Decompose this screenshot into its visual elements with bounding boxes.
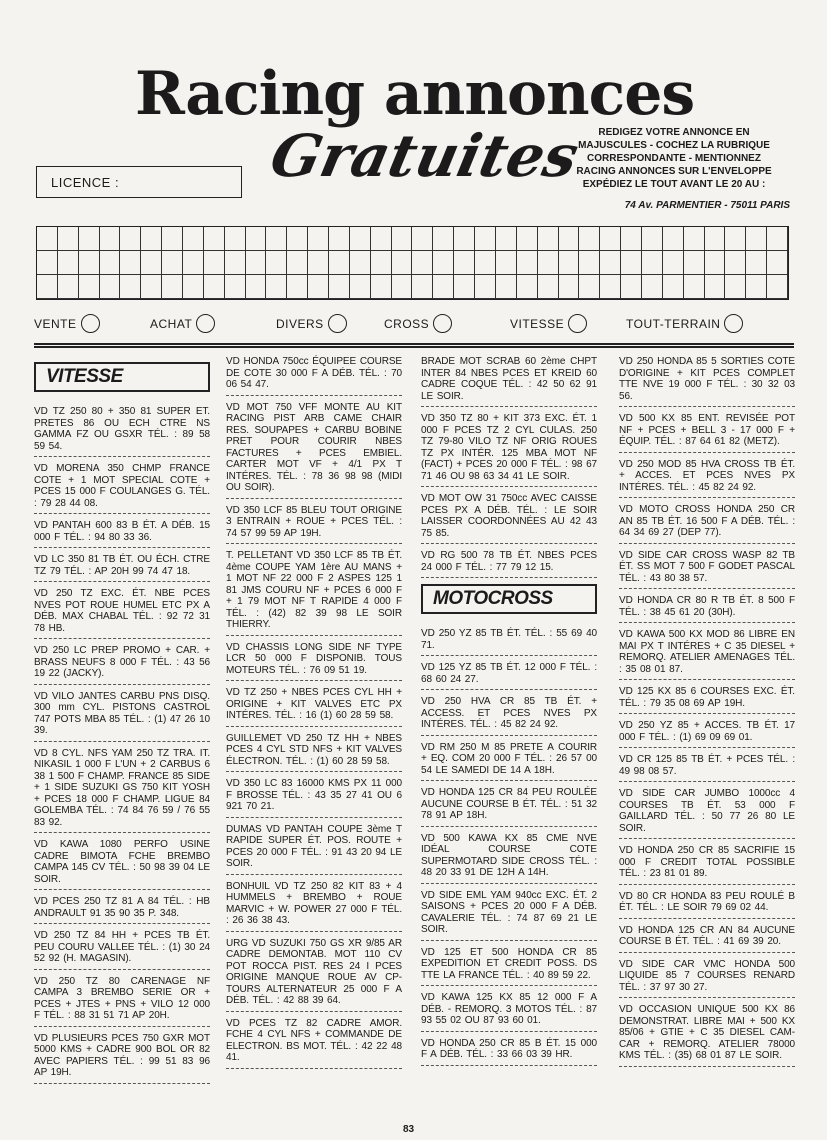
grid-cell[interactable] — [37, 227, 58, 251]
grid-cell[interactable] — [204, 275, 225, 299]
checkbox-circle[interactable] — [196, 314, 215, 333]
grid-cell[interactable] — [538, 251, 559, 275]
grid-cell[interactable] — [412, 227, 433, 251]
grid-cell[interactable] — [663, 275, 684, 299]
grid-cell[interactable] — [559, 227, 580, 251]
grid-cell[interactable] — [454, 251, 475, 275]
grid-cell[interactable] — [287, 251, 308, 275]
grid-cell[interactable] — [266, 275, 287, 299]
grid-cell[interactable] — [433, 275, 454, 299]
grid-cell[interactable] — [350, 227, 371, 251]
grid-cell[interactable] — [454, 227, 475, 251]
grid-cell[interactable] — [79, 227, 100, 251]
classified-ad: BONHUIL VD TZ 250 82 KIT 83 + 4 HUMMELS + BREMBO + ROUE MARVIC + W. POWER 27 000 F TÉL. : 26 36 38 43. — [226, 875, 402, 932]
grid-cell[interactable] — [266, 227, 287, 251]
grid-cell[interactable] — [559, 275, 580, 299]
checkbox-circle[interactable] — [81, 314, 100, 333]
grid-cell[interactable] — [621, 275, 642, 299]
grid-cell[interactable] — [538, 227, 559, 251]
grid-cell[interactable] — [725, 227, 746, 251]
classified-ad: VD KAWA 500 KX MOD 86 LIBRE EN MAI PX T INTÉRES + C 35 DIESEL + REMORQ. ATELIER AMENAGES TÉL. : 35 08 01 87. — [619, 623, 795, 680]
grid-cell[interactable] — [412, 251, 433, 275]
grid-cell[interactable] — [579, 251, 600, 275]
classified-ad: VD CHASSIS LONG SIDE NF TYPE LCR 50 000 F DISPONIB. TOUS MOTEURS TÉL. : 76 09 51 19. — [226, 636, 402, 682]
classified-ad: VD CR 125 85 TB ÉT. + PCES TÉL. : 49 98 08 57. — [619, 748, 795, 782]
category-label: ACHAT — [150, 316, 193, 331]
classified-ad: VD SIDE CAR JUMBO 1000cc 4 COURSES TB ÉT. 53 000 F GAILLARD TÉL. : 50 77 26 80 LE SOIR. — [619, 782, 795, 839]
grid-cell[interactable] — [58, 275, 79, 299]
grid-cell[interactable] — [225, 227, 246, 251]
category-checkboxes — [34, 314, 794, 336]
grid-cell[interactable] — [538, 275, 559, 299]
grid-cell[interactable] — [496, 251, 517, 275]
checkbox-circle[interactable] — [433, 314, 452, 333]
instruction-line: REDIGEZ VOTRE ANNONCE EN — [598, 127, 750, 138]
grid-cell[interactable] — [141, 251, 162, 275]
classified-ad: VD LC 350 81 TB ÉT. OU ÉCH. CTRE TZ 79 TÉL. : AP 20H 99 74 47 18. — [34, 548, 210, 582]
grid-cell[interactable] — [496, 227, 517, 251]
grid-cell[interactable] — [454, 275, 475, 299]
grid-cell[interactable] — [600, 251, 621, 275]
divider — [34, 343, 794, 345]
classified-ad: VD 350 LC 83 16000 KMS PX 11 000 F BROSSE TÉL. : 43 35 27 41 OU 6 921 70 21. — [226, 772, 402, 818]
classified-ad: DUMAS VD PANTAH COUPE 3ème T RAPIDE SUPER ÉT. POS. ROUTE + PCES 20 000 F TÉL. : 91 43 20 94 LE SOIR. — [226, 818, 402, 875]
grid-cell[interactable] — [329, 251, 350, 275]
grid-cell[interactable] — [475, 275, 496, 299]
grid-cell[interactable] — [642, 227, 663, 251]
grid-cell[interactable] — [767, 251, 788, 275]
grid-cell[interactable] — [79, 251, 100, 275]
page-subtitle: Gratuites — [264, 122, 585, 190]
grid-cell[interactable] — [308, 275, 329, 299]
classified-ad: VD VILO JANTES CARBU PNS DISQ. 300 mm CYL. PISTONS CASTROL 747 POTS MBA 85 TÉL. : (1) 47 26 10 39. — [34, 685, 210, 742]
category-divers[interactable] — [276, 314, 347, 333]
grid-cell[interactable] — [746, 251, 767, 275]
instruction-line: CORRESPONDANTE - MENTIONNEZ — [587, 153, 761, 164]
grid-cell[interactable] — [225, 275, 246, 299]
classified-ad: VD HONDA 250 CR 85 SACRIFIE 15 000 F CREDIT TOTAL POSSIBLE TÉL. : 23 81 01 89. — [619, 839, 795, 885]
grid-cell[interactable] — [350, 251, 371, 275]
classified-ad: VD 250 MOD 85 HVA CROSS TB ÉT. + ACCES. ET PCES NVES PX INTÉRES. TÉL. : 45 82 24 92. — [619, 453, 795, 499]
grid-cell[interactable] — [120, 227, 141, 251]
grid-cell[interactable] — [621, 227, 642, 251]
grid-cell[interactable] — [433, 227, 454, 251]
classified-ad: VD 500 KX 85 ENT. REVISÉE POT NF + PCES + BELL 3 - 17 000 F + ÉQUIP. TÉL. : 87 64 61 82 (METZ). — [619, 407, 795, 453]
grid-cell[interactable] — [58, 227, 79, 251]
grid-cell[interactable] — [162, 275, 183, 299]
ad-writing-grid[interactable] — [36, 226, 789, 300]
classified-ad: VD MORENA 350 CHMP FRANCE COTE + 1 MOT SPECIAL COTE + PCES 15 000 F COULANGES G. TÉL. : 79 28 44 08. — [34, 457, 210, 514]
grid-cell[interactable] — [579, 227, 600, 251]
grid-cell[interactable] — [642, 275, 663, 299]
grid-cell[interactable] — [705, 275, 726, 299]
classified-ad: VD 250 LC PREP PROMO + CAR. + BRASS NEUFS 8 000 F TÉL. : 43 56 19 22 (JACKY). — [34, 639, 210, 685]
grid-cell[interactable] — [308, 227, 329, 251]
checkbox-circle[interactable] — [724, 314, 743, 333]
ads-column — [619, 356, 795, 1067]
grid-cell[interactable] — [517, 227, 538, 251]
classified-ad: VD KAWA 1080 PERFO USINE CADRE BIMOTA FCHE BREMBO CAMPA 145 CV TÉL. : 50 98 39 04 LE SOIR. — [34, 833, 210, 890]
classified-ad: VD TZ 250 + NBES PCES CYL HH + ORIGINE + KIT VALVES ETC PX INTÉRES. TÉL. : 16 (1) 60 28 59 58. — [226, 681, 402, 727]
classified-ad: T. PELLETANT VD 350 LCF 85 TB ÉT. 4ème COUPE YAM 1ère AU MANS + 1 MOT NF 22 000 F 2 ASPES 125 1 81 JMS COURU NF + PCES 6 000 F + 1 79 MOT NF T RAPIDE 4 000 F TÉL. : (42) 82 39 98 LE SOIR THIERRY. — [226, 544, 402, 636]
grid-cell[interactable] — [162, 251, 183, 275]
classified-ad: VD PLUSIEURS PCES 750 GXR MOT 5000 KMS + CADRE 900 BOL OR 82 AVEC PAPIERS TÉL. : 99 51 83 96 AP 19H. — [34, 1027, 210, 1084]
grid-cell[interactable] — [225, 251, 246, 275]
grid-cell[interactable] — [663, 227, 684, 251]
classified-ad: VD MOT OW 31 750cc AVEC CAISSE PCES PX A DÉB. TÉL. : LE SOIR LAISSER COORDONNÉES AU 42 43 75 85. — [421, 487, 597, 544]
category-tout-terrain[interactable] — [626, 314, 743, 333]
page-number: 83 — [403, 1124, 415, 1135]
classified-ad: VD PCES TZ 82 CADRE AMOR. FCHE 4 CYL NFS + COMMANDE DE ELECTRON. BS MOT. TÉL. : 42 22 48 41. — [226, 1012, 402, 1069]
classified-ad: VD 250 HONDA 85 5 SORTIES COTE D'ORIGINE + KIT PCES COMPLET TTE NVE 19 000 F TÉL. : 30 32 03 56. — [619, 356, 795, 407]
grid-cell[interactable] — [559, 251, 580, 275]
classified-ad: VD 250 TZ 84 HH + PCES TB ÉT. PEU COURU VALLEE TÉL. : (1) 30 24 52 92 (H. MAGASIN). — [34, 924, 210, 970]
grid-cell[interactable] — [705, 227, 726, 251]
classified-ad: VD 350 LCF 85 BLEU TOUT ORIGINE 3 ENTRAIN + ROUE + PCES TÉL. : 74 57 99 59 AP 19H. — [226, 499, 402, 545]
grid-cell[interactable] — [100, 227, 121, 251]
classified-ad: VD HONDA 750cc ÉQUIPEE COURSE DE COTE 30 000 F A DÉB. TÉL. : 70 06 54 47. — [226, 356, 402, 396]
grid-cell[interactable] — [308, 251, 329, 275]
classified-ad: VD HONDA 125 CR 84 PEU ROULÉE AUCUNE COURSE B ÉT. TÉL. : 51 32 78 91 AP 18H. — [421, 781, 597, 827]
classified-ad: VD 8 CYL. NFS YAM 250 TZ TRA. IT. NIKASIL 1 000 F L'UN + 2 CARBUS 6 38 1 500 F CHAMP. FRANCE 85 SIDE + 1 SIDE SUZUKI GS 750 KIT YOSH + PCES 18 000 F CHAMP. LIGUE 84 GOLEMBA TÉL. : 74 84 76 59 / 76 55 83 92. — [34, 742, 210, 834]
grid-cell[interactable] — [37, 251, 58, 275]
grid-cell[interactable] — [663, 251, 684, 275]
grid-cell[interactable] — [725, 251, 746, 275]
grid-cell[interactable] — [475, 227, 496, 251]
classified-ad: VD 250 TZ 80 CARENAGE NF CAMPA 3 BREMBO SERIE OR + PCES + JTES + PNS + VILO 12 000 F TÉL. : 88 31 51 71 AP 20H. — [34, 970, 210, 1027]
checkbox-circle[interactable] — [568, 314, 587, 333]
grid-cell[interactable] — [412, 275, 433, 299]
category-cross[interactable] — [384, 314, 452, 333]
classified-ad: VD PCES 250 TZ 81 A 84 TÉL. : HB ANDRAULT 91 35 90 35 P. 348. — [34, 890, 210, 924]
classified-ad: VD MOT 750 VFF MONTE AU KIT RACING PIST ARB CAME CHAIR RES. SOUPAPES + CARBU BOBINE PRET POUR COURIR NBES FACTURES + PCES EMBIEL. CARTER MOT VF + 4/1 PX T INTÉRES. TÉL. : 78 36 98 98 (MIDI OU SOIR). — [226, 396, 402, 499]
grid-cell[interactable] — [600, 275, 621, 299]
classified-ad: URG VD SUZUKI 750 GS XR 9/85 AR CADRE DEMONTAB. MOT 110 CV POT ROCCA PIST. RES 24 I PCES ORIGINE MANQUE ROUE AV CP-TOURS ALTERNATEUR 25 000 F A DÉB. TÉL. : 42 88 39 64. — [226, 932, 402, 1012]
classified-ad: VD 80 CR HONDA 83 PEU ROULÉ B ÉT. TÉL. : LE SOIR 79 69 02 44. — [619, 885, 795, 919]
grid-cell[interactable] — [100, 251, 121, 275]
grid-cell[interactable] — [204, 251, 225, 275]
category-achat[interactable] — [150, 314, 215, 333]
grid-cell[interactable] — [517, 251, 538, 275]
classified-ad: VD 350 TZ 80 + KIT 373 EXC. ÉT. 1 000 F PCES TZ 2 CYL CULAS. 250 TZ 79-80 VILO TZ NF ORIG ROUES TZ PX INTÉR. 125 MBA MOT NF (FACT) + PCES 20 000 F TÉL. : 98 67 71 46 OU 98 63 34 41 LE SOIR. — [421, 407, 597, 487]
grid-cell[interactable] — [746, 275, 767, 299]
classified-ad: VD 250 TZ EXC. ÉT. NBE PCES NVES POT ROUE HUMEL ETC PX A DÉB. MAX CHABAL TÉL. : 92 72 31 78 HB. — [34, 582, 210, 639]
grid-cell[interactable] — [141, 275, 162, 299]
grid-cell[interactable] — [329, 227, 350, 251]
classified-ad: BRADE MOT SCRAB 60 2ème CHPT INTER 84 NBES PCES ET KREID 60 CADRE COQUE TÉL. : 42 50 62 91 LE SOIR. — [421, 356, 597, 407]
classified-ad: VD HONDA 125 CR AN 84 AUCUNE COURSE B ÉT. TÉL. : 41 69 39 20. — [619, 919, 795, 953]
grid-cell[interactable] — [392, 227, 413, 251]
section-header: MOTOCROSS — [421, 584, 597, 614]
grid-cell[interactable] — [371, 275, 392, 299]
grid-cell[interactable] — [767, 227, 788, 251]
grid-cell[interactable] — [329, 275, 350, 299]
classified-ad: VD 250 HVA CR 85 TB ÉT. + ACCESS. ET PCES NVES PX INTÉRES. TÉL. : 45 82 24 92. — [421, 690, 597, 736]
grid-cell[interactable] — [183, 275, 204, 299]
instruction-line: MAJUSCULES - COCHEZ LA RUBRIQUE — [578, 140, 770, 151]
grid-cell[interactable] — [600, 227, 621, 251]
grid-cell[interactable] — [100, 275, 121, 299]
grid-cell[interactable] — [204, 227, 225, 251]
grid-cell[interactable] — [183, 227, 204, 251]
category-label: VITESSE — [510, 316, 565, 331]
page-title: Racing annonces — [135, 59, 695, 129]
instructions — [564, 126, 784, 191]
classified-ad: VD HONDA 250 CR 85 B ÉT. 15 000 F A DÉB. TÉL. : 33 66 03 39 HR. — [421, 1032, 597, 1066]
grid-cell[interactable] — [287, 275, 308, 299]
classified-ad: VD MOTO CROSS HONDA 250 CR AN 85 TB ÉT. 16 500 F A DÉB. TÉL. : 64 34 69 27 (DEP 77). — [619, 498, 795, 544]
classified-ad: VD HONDA CR 80 R TB ÉT. 8 500 F TÉL. : 38 45 61 20 (30H). — [619, 589, 795, 623]
grid-cell[interactable] — [162, 227, 183, 251]
grid-cell[interactable] — [183, 251, 204, 275]
grid-cell[interactable] — [371, 227, 392, 251]
category-label: DIVERS — [276, 316, 324, 331]
grid-cell[interactable] — [287, 227, 308, 251]
grid-cell[interactable] — [392, 251, 413, 275]
category-vitesse[interactable] — [510, 314, 587, 333]
grid-cell[interactable] — [579, 275, 600, 299]
ads-column — [421, 356, 597, 1066]
classified-ad: VD 250 YZ 85 TB ÉT. TÉL. : 55 69 40 71. — [421, 622, 597, 656]
grid-cell[interactable] — [642, 251, 663, 275]
category-vente[interactable] — [34, 314, 100, 333]
classified-ad: VD 500 KAWA KX 85 CME NVE IDÉAL COURSE COTE SUPERMOTARD SIDE CROSS TÉL. : 48 20 33 91 DE 12H A 14H. — [421, 827, 597, 884]
grid-cell[interactable] — [746, 227, 767, 251]
category-label: VENTE — [34, 316, 77, 331]
grid-cell[interactable] — [246, 227, 267, 251]
classified-ad: GUILLEMET VD 250 TZ HH + NBES PCES 4 CYL STD NFS + KIT VALVES ÉLECTRON. TÉL. : (1) 60 28 59 58. — [226, 727, 402, 773]
section-header: VITESSE — [34, 362, 210, 392]
ads-column — [34, 356, 210, 1084]
classified-ad: VD PANTAH 600 83 B ÉT. A DÉB. 15 000 F TÉL. : 94 80 33 36. — [34, 514, 210, 548]
grid-cell[interactable] — [725, 275, 746, 299]
address: 74 Av. PARMENTIER - 75011 PARIS — [624, 200, 790, 211]
grid-cell[interactable] — [392, 275, 413, 299]
grid-cell[interactable] — [141, 227, 162, 251]
grid-cell[interactable] — [496, 275, 517, 299]
grid-cell[interactable] — [475, 251, 496, 275]
grid-cell[interactable] — [246, 251, 267, 275]
classified-ad: VD SIDE CAR VMC HONDA 500 LIQUIDE 85 7 COURSES RENARD TÉL. : 37 97 30 27. — [619, 953, 795, 999]
instruction-line: RACING ANNONCES SUR L'ENVELOPPE — [576, 166, 772, 177]
licence-field[interactable]: LICENCE : — [36, 166, 242, 198]
grid-cell[interactable] — [120, 275, 141, 299]
grid-cell[interactable] — [684, 275, 705, 299]
checkbox-circle[interactable] — [328, 314, 347, 333]
category-label: CROSS — [384, 316, 430, 331]
classified-ad: VD 125 KX 85 6 COURSES EXC. ÉT. TÉL. : 79 35 08 69 AP 19H. — [619, 680, 795, 714]
classified-ad: VD KAWA 125 KX 85 12 000 F A DÉB. - REMORQ. 3 MOTOS TÉL. : 87 93 55 02 OU 87 93 60 01. — [421, 986, 597, 1032]
grid-cell[interactable] — [517, 275, 538, 299]
grid-cell[interactable] — [58, 251, 79, 275]
grid-cell[interactable] — [37, 275, 58, 299]
grid-cell[interactable] — [767, 275, 788, 299]
category-label: TOUT-TERRAIN — [626, 316, 721, 331]
classified-ad: VD RG 500 78 TB ÉT. NBES PCES 24 000 F TÉL. : 77 79 12 15. — [421, 544, 597, 578]
classified-ad: VD 125 ET 500 HONDA CR 85 EXPEDITION ET CREDIT POSS. DS TTE LA FRANCE TÉL. : 40 89 59 22. — [421, 941, 597, 987]
classified-ad: VD TZ 250 80 + 350 81 SUPER ET. PRETES 86 OU ECH CTRE NS GAMMA FZ OU GSXR TÉL. : 89 58 59 54. — [34, 400, 210, 457]
grid-cell[interactable] — [246, 275, 267, 299]
grid-cell[interactable] — [266, 251, 287, 275]
classified-ad: VD 125 YZ 85 TB ÉT. 12 000 F TÉL. : 68 60 24 27. — [421, 656, 597, 690]
classified-ad: VD SIDE CAR CROSS WASP 82 TB ÉT. SS MOT 7 500 F GODET PASCAL TÉL. : 43 80 38 57. — [619, 544, 795, 590]
ads-column — [226, 356, 402, 1069]
classified-ad: VD 250 YZ 85 + ACCES. TB ÉT. 17 000 F TÉL. : (1) 69 09 69 01. — [619, 714, 795, 748]
grid-cell[interactable] — [684, 251, 705, 275]
grid-cell[interactable] — [684, 227, 705, 251]
divider — [34, 346, 794, 348]
grid-cell[interactable] — [705, 251, 726, 275]
grid-cell[interactable] — [79, 275, 100, 299]
classified-ad: VD RM 250 M 85 PRETE A COURIR + EQ. COM 20 000 F TÉL. : 26 57 00 54 LE SAMEDI DE 14 A 18H. — [421, 736, 597, 782]
grid-cell[interactable] — [433, 251, 454, 275]
grid-cell[interactable] — [621, 251, 642, 275]
classified-ad: VD SIDE EML YAM 940cc EXC. ÉT. 2 SAISONS + PCES 20 000 F A DÉB. CAVALERIE TÉL. : 74 87 69 21 LE SOIR. — [421, 884, 597, 941]
grid-cell[interactable] — [371, 251, 392, 275]
grid-cell[interactable] — [350, 275, 371, 299]
classified-ad: VD OCCASION UNIQUE 500 KX 86 DEMONSTRAT. LIBRE MAI + 500 KX 85/06 + GTIE + C 35 DIESEL CAM-CAR + REMORQ. ATELIER 78000 KMS TÉL. : (35) 68 01 87 LE SOIR. — [619, 998, 795, 1067]
grid-cell[interactable] — [120, 251, 141, 275]
instruction-line: EXPÉDIEZ LE TOUT AVANT LE 20 AU : — [582, 179, 766, 190]
